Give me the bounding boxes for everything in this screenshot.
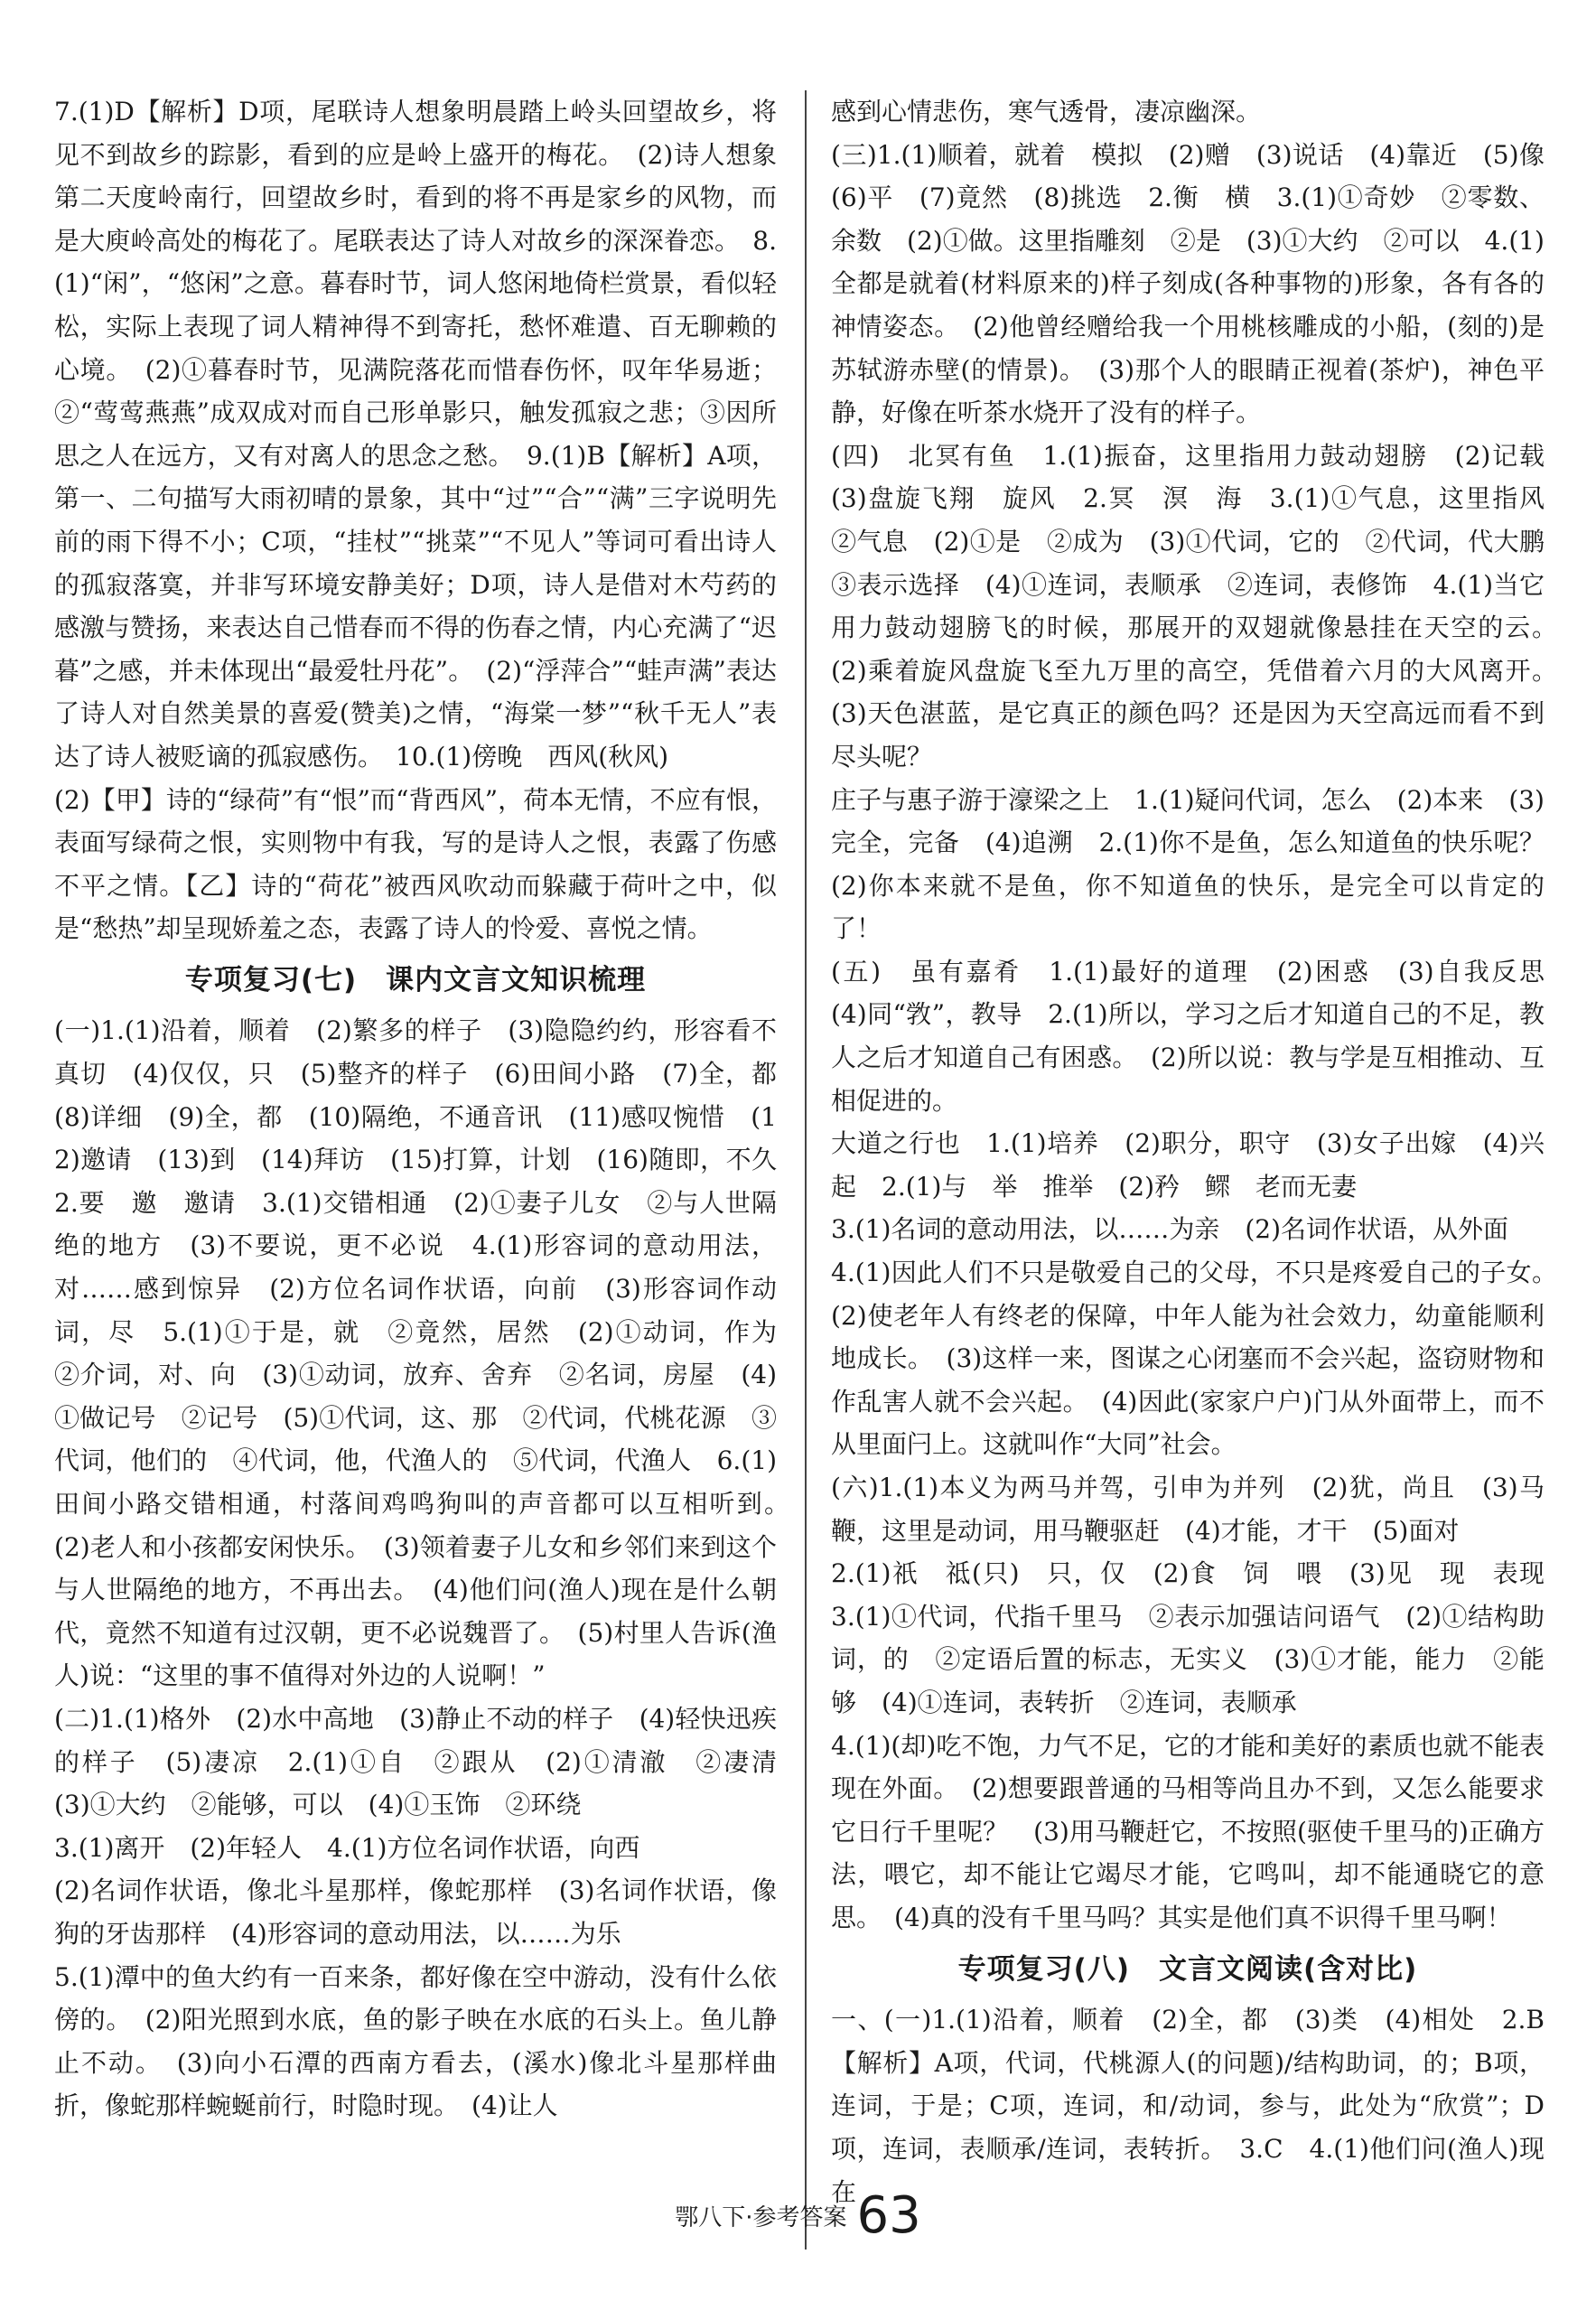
right-column	[831, 90, 1571, 2213]
footer-label: 鄂八下·参考答案	[675, 2204, 847, 2231]
answer-paragraph: (2)名词作状语，像北斗星那样，像蛇那样 (3)名词作状语，像狗的牙齿那样 (4)形容词的意动用法，以……为乐	[54, 1875, 777, 1949]
answer-paragraph: 3.(1)离开 (2)年轻人 4.(1)方位名词作状语，向西	[54, 1832, 640, 1863]
left-column	[54, 90, 803, 2128]
answer-paragraph: (四) 北冥有鱼 1.(1)振奋，这里指用力鼓动翅膀 (2)记载 (3)盘旋飞翔 旋风 2.冥 溟 海 3.(1)①气息，这里指风 ②气息 (2)①是 ②成为 (3)①代词，它的 ②代词，代大鹏 ③表示选择 (4)①连词，表顺承 ②连词，表修饰 4.(1)当它用力鼓动翅膀飞的时候，那展开的双翅就像悬挂在天空的云。 (2)乘着旋风盘旋飞至九万里的高空，凭借着六月的大风离开。 (3)天色湛蓝，是它真正的颜色吗？还是因为天空高远而看不到尽头呢？	[831, 440, 1571, 772]
answer-paragraph: 一、(一)1.(1)沿着，顺着 (2)全，都 (3)类 (4)相处 2.B【解析】A项，代词，代桃源人(的问题)/结构助词，的；B项，连词，于是；C项，连词，和/动词，参与，此处为“欣赏”；D项，连词，表顺承/连词，表转折。 3.C 4.(1)他们问(渔人)现在	[831, 2005, 1545, 2207]
answer-paragraph: 感到心情悲伤，寒气透骨，凄凉幽深。	[831, 97, 1262, 126]
section-heading: 专项复习(八) 文言文阅读(含对比)	[957, 1952, 1418, 1986]
answer-paragraph: (六)1.(1)本义为两马并驾，引申为并列 (2)犹，尚且 (3)马鞭，这里是动词，用马鞭驱赶 (4)才能，才干 (5)面对	[831, 1473, 1545, 1546]
answer-paragraph: 4.(1)因此人们不只是敬爱自己的父母，不只是疼爱自己的子女。 (2)使老年人有终老的保障，中年人能为社会效力，幼童能顺利地成长。 (3)这样一来，图谋之心闭塞而不会兴起，盗窃财物和作乱害人就不会兴起。 (4)因此(家家户户)门从外面带上，而不从里面闩上。这就叫作“大同”社会。	[831, 1258, 1571, 1460]
answer-paragraph: 2.(1)祇 祗(只) 只，仅 (2)食 饲 喂 (3)见 现 表现 3.(1)①代词，代指千里马 ②表示加强诘问语气 (2)①结构助词，的 ②定语后置的标志，无实义 (3)①才能，能力 ②能够 (4)①连词，表转折 ②连词，表顺承	[831, 1558, 1571, 1717]
answer-paragraph: (一)1.(1)沿着，顺着 (2)繁多的样子 (3)隐隐约约，形容看不真切 (4)仅仅，只 (5)整齐的样子 (6)田间小路 (7)全，都 (8)详细 (9)全，都 (10)隔绝，不通音讯 (11)感叹惋惜 (12)邀请 (13)到 (14)拜访 (15)打算，计划 (16)随即，不久 2.要 邀 邀请 3.(1)交错相通 (2)①妻子儿女 ②与人世隔绝的地方 (3)不要说，更不必说 4.(1)形容词的意动用法，对……感到惊异 (2)方位名词作状语，向前 (3)形容词作动词，尽 5.(1)①于是，就 ②竟然，居然 (2)①动词，作为 ②介词，对、向 (3)①动词，放弃、舍弃 ②名词，房屋 (4)①做记号 ②记号 (5)①代词，这、那 ②代词，代桃花源 ③代词，他们的 ④代词，他，代渔人的 ⑤代词，代渔人 6.(1)田间小路交错相通，村落间鸡鸣狗叫的声音都可以互相听到。 (2)老人和小孩都安闲快乐。 (3)领着妻子儿女和乡邻们来到这个与人世隔绝的地方，不再出去。 (4)他们问(渔人)现在是什么朝代，竟然不知道有过汉朝，更不必说魏晋了。 (5)村里人告诉(渔人)说：“这里的事不值得对外边的人说啊！”	[54, 1015, 803, 1691]
answer-paragraph: 4.(1)(却)吃不饱，力气不足，它的才能和美好的素质也就不能表现在外面。 (2)想要跟普通的马相等尚且办不到，又怎么能要求它日行千里呢？ (3)用马鞭赶它，不按照(驱使千里马的)正确方法，喂它，却不能让它竭尽才能，它鸣叫，却不能通晓它的意思。 (4)真的没有千里马吗？其实是他们真不识得千里马啊！	[831, 1730, 1545, 1932]
answer-paragraph: (二)1.(1)格外 (2)水中高地 (3)静止不动的样子 (4)轻快迅疾的样子 (5)凄凉 2.(1)①自 ②跟从 (2)①清澈 ②凄清 (3)①大约 ②能够，可以 (4)①玉饰 ②环绕	[54, 1703, 803, 1820]
answer-paragraph: (2)【甲】诗的“绿荷”有“恨”而“背西风”，荷本无情，不应有恨，表面写绿荷之恨，实则物中有我，写的是诗人之恨，表露了伤感不平之情。【乙】诗的“荷花”被西风吹动而躲藏于荷叶之中，似是“愁热”却呈现娇羞之态，表露了诗人的怜爱、喜悦之情。	[54, 784, 777, 944]
column-divider	[805, 90, 807, 2250]
section-heading: 专项复习(七) 课内文言文知识梳理	[184, 963, 647, 996]
answer-paragraph: 5.(1)潭中的鱼大约有一百来条，都好像在空中游动，没有什么依傍的。 (2)阳光照到水底，鱼的影子映在水底的石头上。鱼儿静止不动。 (3)向小石潭的西南方看去，(溪水)像北斗星那样曲折，像蛇那样蜿蜒前行，时隐时现。 (4)让人	[54, 1961, 777, 2121]
answer-paragraph: 大道之行也 1.(1)培养 (2)职分，职守 (3)女子出嫁 (4)兴起 2.(1)与 举 推举 (2)矜 鳏 老而无妻	[831, 1128, 1545, 1202]
answer-paragraph: 3.(1)名词的意动用法，以……为亲 (2)名词作状语，从外面	[831, 1214, 1509, 1245]
page-footer	[0, 2186, 1596, 2268]
answer-paragraph: (三)1.(1)顺着，就着 模拟 (2)赠 (3)说话 (4)靠近 (5)像 (6)平 (7)竟然 (8)挑选 2.衡 横 3.(1)①奇妙 ②零数、余数 (2)①做。这里指雕刻 ②是 (3)①大约 ②可以 4.(1)全都是就着(材料原来的)样子刻成(各种事物的)形象，各有各的神情姿态。 (2)他曾经赠给我一个用桃核雕成的小船，(刻的)是苏轼游赤壁(的情景)。 (3)那个人的眼睛正视着(茶炉)，神色平静，好像在听茶水烧开了没有的样子。	[831, 139, 1571, 428]
answer-paragraph: 庄子与惠子游于濠梁之上 1.(1)疑问代词，怎么 (2)本来 (3)完全，完备 (4)追溯 2.(1)你不是鱼，怎么知道鱼的快乐呢？ (2)你本来就不是鱼，你不知道鱼的快乐，是完全可以肯定的了！	[831, 784, 1571, 944]
answer-paragraph: (五) 虽有嘉肴 1.(1)最好的道理 (2)困惑 (3)自我反思 (4)同“敩”，教导 2.(1)所以，学习之后才知道自己的不足，教人之后才知道自己有困惑。 (2)所以说：教与学是互相推动、互相促进的。	[831, 956, 1571, 1116]
answer-paragraph: 7.(1)D【解析】D项，尾联诗人想象明晨踏上岭头回望故乡，将见不到故乡的踪影，看到的应是岭上盛开的梅花。 (2)诗人想象第二天度岭南行，回望故乡时，看到的将不再是家乡的风物，而是大庾岭高处的梅花了。尾联表达了诗人对故乡的深深眷恋。 8.(1)“闲”，“悠闲”之意。暮春时节，词人悠闲地倚栏赏景，看似轻松，实际上表现了词人精神得不到寄托，愁怀难遣、百无聊赖的心境。 (2)①暮春时节，见满院落花而惜春伤怀，叹年华易逝；②“莺莺燕燕”成双成对而自己形单影只，触发孤寂之悲；③因所思之人在远方，又有对离人的思念之愁。 9.(1)B【解析】A项，第一、二句描写大雨初晴的景象，其中“过”“合”“满”三字说明先前的雨下得不小；C项，“挂杖”“挑菜”“不见人”等词可看出诗人的孤寂落寞，并非写环境安静美好；D项，诗人是借对木芍药的感激与赞扬，来表达自己惜春而不得的伤春之情，内心充满了“迟暮”之感，并未体现出“最爱牡丹花”。 (2)“浮萍合”“蛙声满”表达了诗人对自然美景的喜爱(赞美)之情，“海棠一梦”“秋千无人”表达了诗人被贬谪的孤寂感伤。 10.(1)傍晚 西风(秋风)	[54, 97, 777, 772]
page-number: 63	[856, 2186, 921, 2245]
